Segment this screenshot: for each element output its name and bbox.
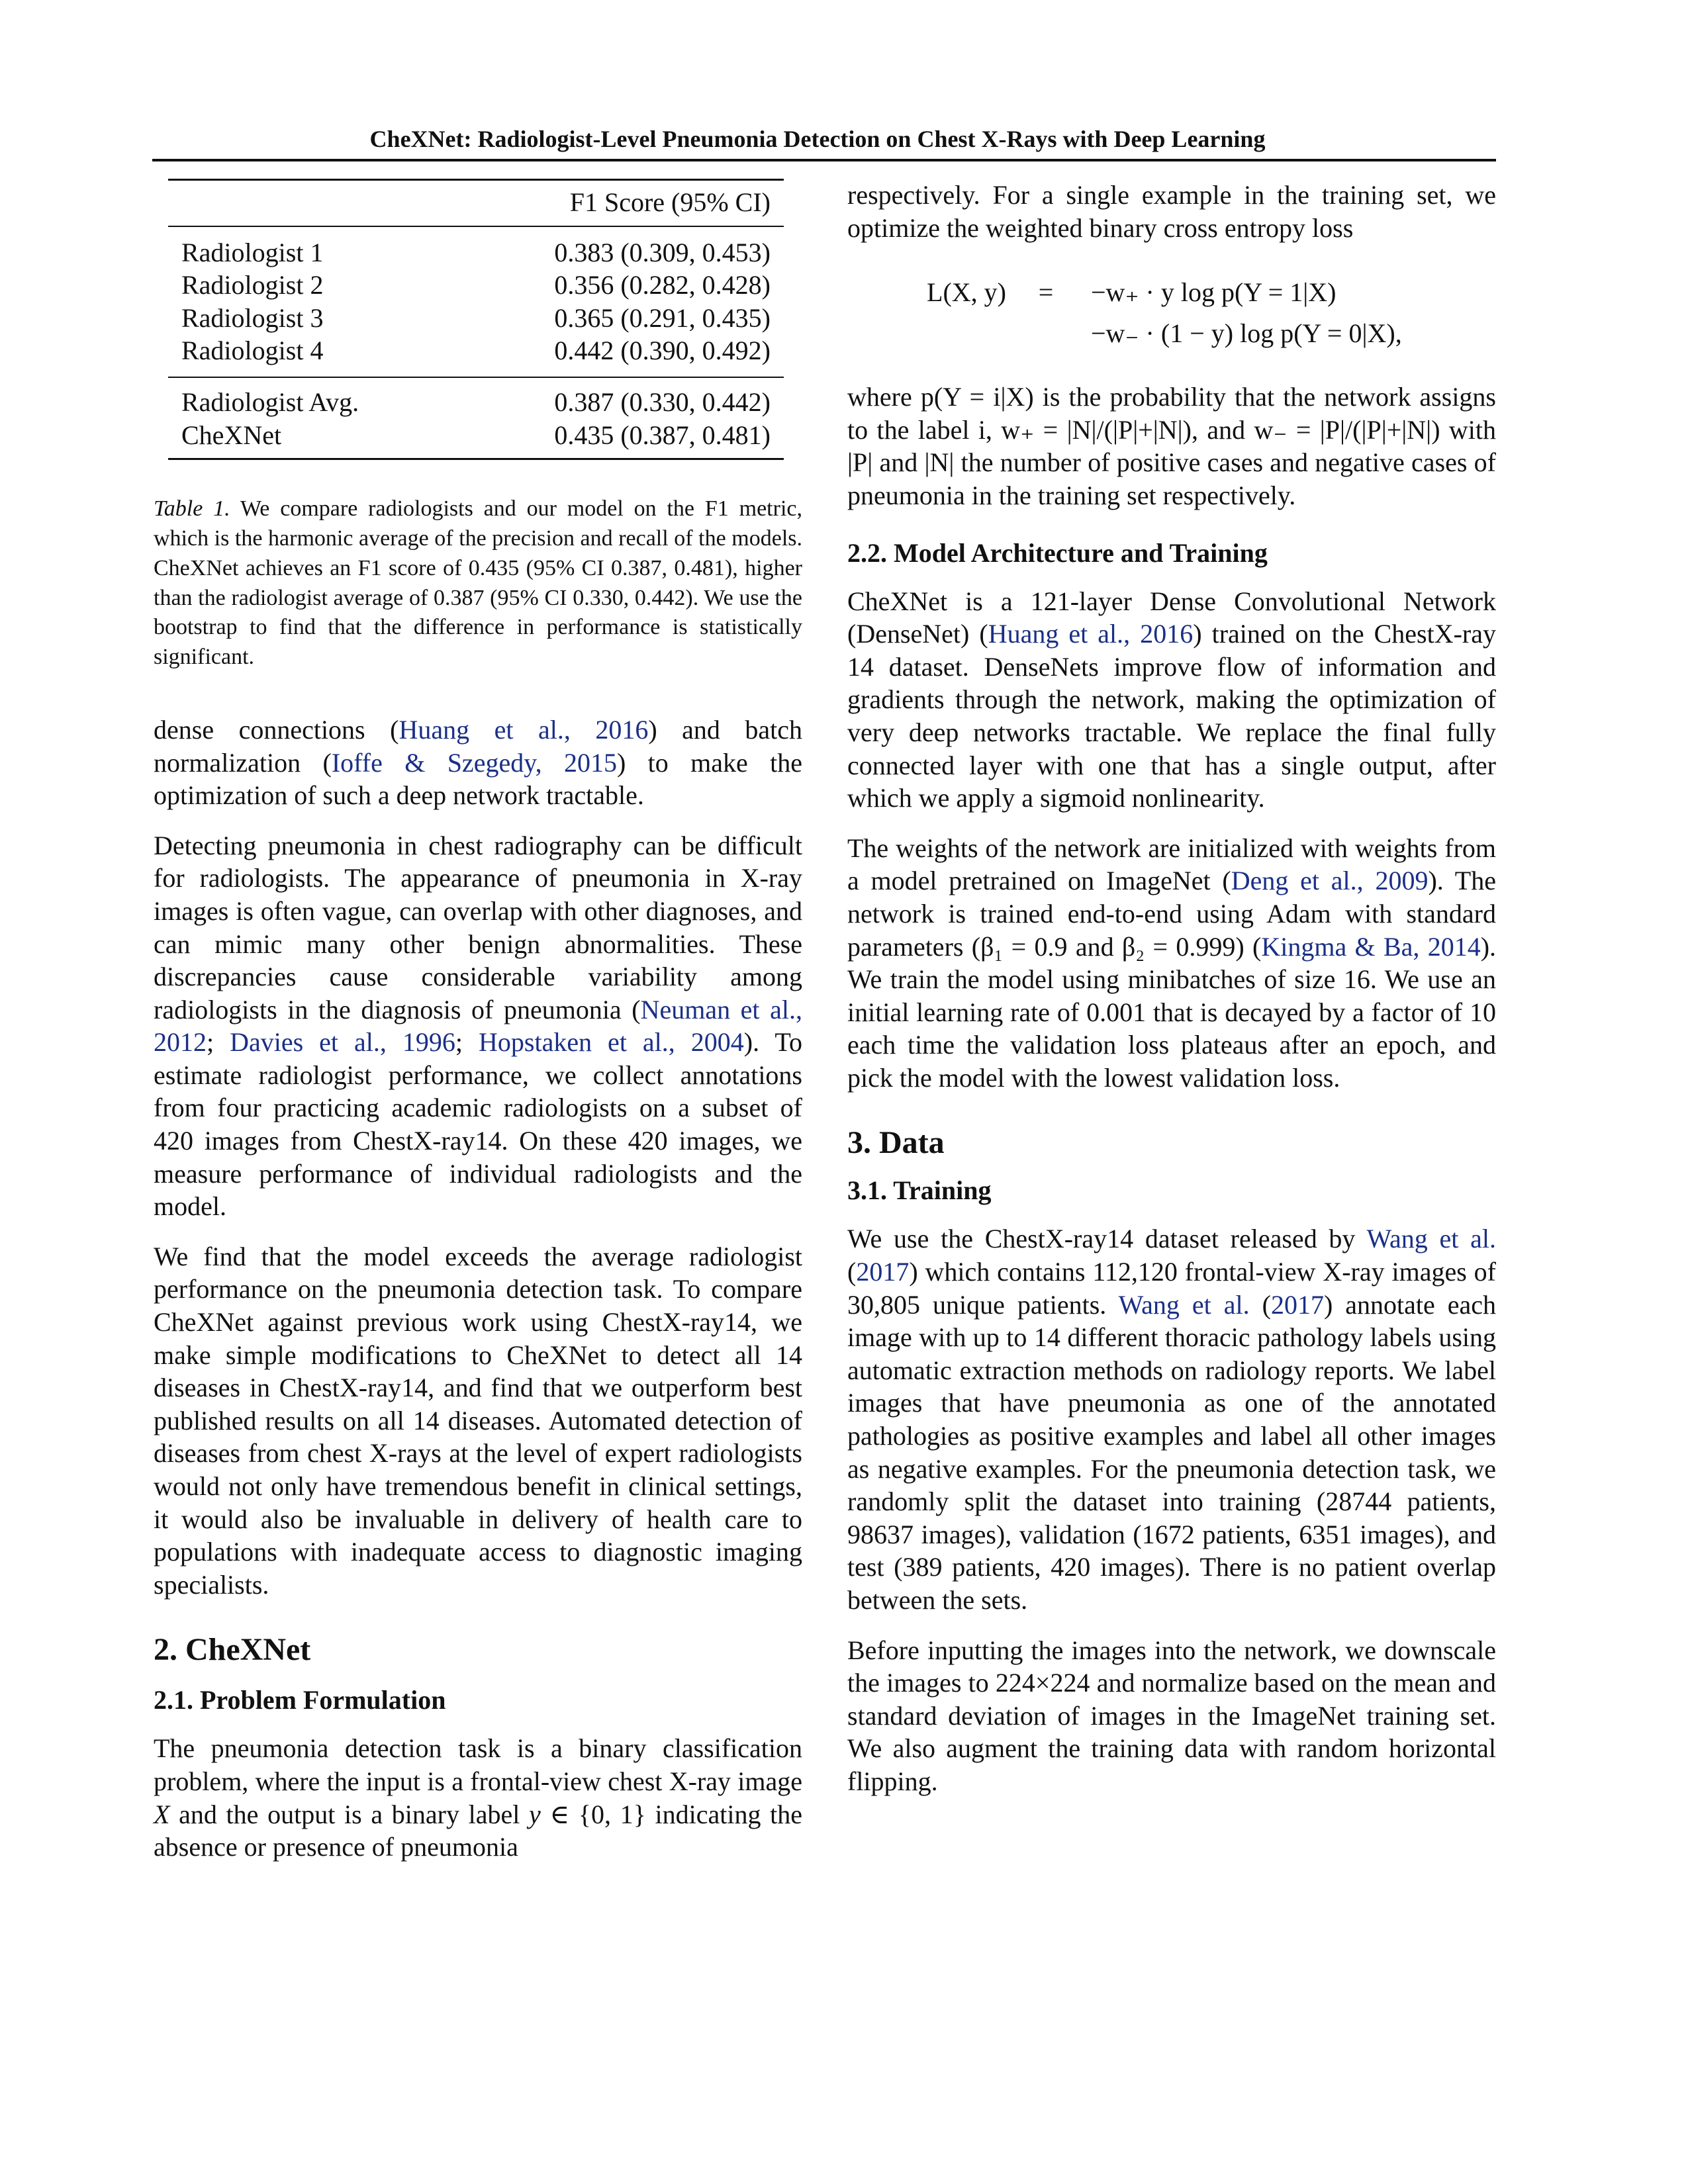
text-run: ). The network is trained end-to-end using Adam with standard parameters (β₁ = 0.9 and β₂ = 0.999) ( [847,866,1496,962]
table-row [168,226,784,269]
equation-equals: = [1038,277,1054,308]
citation-link[interactable]: 1996 [402,1027,455,1058]
text-run: dense connections ( [154,714,399,745]
row-name: Radiologist Avg. [168,377,449,419]
text-run: ). We train the model using minibatches of size 16. We use an initial learning rate of 0.001 that is decayed by a factor of 10 each time the validation loss plateaus after an epoch, and pick the model with the lowest validation loss. [847,931,1497,1093]
header-rule [152,159,1496,161]
section-heading: 3. Data [847,1125,945,1161]
paragraph [154,713,802,812]
table-header-f1: F1 Score (95% CI) [449,180,784,226]
paragraph: Before inputting the images into the network, we downscale the images to 224×224 and normalize based on the mean and standard deviation of images in the ImageNet training set. We also augment the training data with random horizontal flipping. [847,1635,1496,1796]
subsection-heading: 2.1. Problem Formulation [154,1685,446,1715]
row-score: 0.435 (0.387, 0.481) [449,419,784,459]
paragraph [847,1222,1496,1616]
paragraph [847,832,1496,1095]
table-row [168,377,784,419]
citation-link[interactable]: Davies et al., [230,1027,387,1058]
text-run: Detecting pneumonia in chest radiography can be difficult for radiologists. The appearance of pneumonia in X-ray images is often vague, can overlap with other diagnoses, and can mimic many other benign abnormalities. These discrepancies cause considerable variability among radiologists in the diagnosis of pneumonia ( [154,830,802,1024]
citation-link[interactable]: Neuman et al., [640,994,802,1024]
section-heading: 2. CheXNet [154,1632,311,1668]
citation-link[interactable]: 2016 [595,714,649,745]
row-score: 0.387 (0.330, 0.442) [449,377,784,419]
citation-link[interactable]: 2014 [1427,931,1481,962]
math-var: y [529,1799,541,1829]
citation-link[interactable]: Huang et al., [988,619,1131,649]
table-row [168,419,784,459]
citation-link[interactable]: 2017 [856,1257,910,1287]
table-row [168,269,784,302]
text-run: ) which contains 112,120 frontal-view X-ray images of 30,805 unique patients. [847,1257,1496,1320]
citation-link[interactable]: 2016 [1140,619,1194,649]
text-run [542,748,564,778]
equation-line-2: −w₋ · (1 − y) log p(Y = 0|X), [1091,318,1402,349]
citation-link[interactable]: Deng et al., [1231,866,1364,896]
citation-link[interactable]: 2012 [154,1027,207,1058]
equation-lhs: L(X, y) [927,277,1006,308]
citation-link[interactable]: Kingma & Ba, [1261,931,1420,962]
citation-link[interactable]: Wang et al. [1118,1289,1250,1320]
text-run: The pneumonia detection task is a binary classification problem, where the input is a frontal-view chest X-ray image [154,1733,802,1796]
text-run [1419,932,1427,962]
citation-link[interactable]: Hopstaken et al., [479,1027,675,1058]
paragraph [154,829,802,1223]
caption-text: We compare radiologists and our model on the F1 metric, which is the harmonic average of the precision and recall of the models. CheXNet achieves an F1 score of 0.435 (95% CI 0.387, 0.481), higher than the radiologist average of 0.387 (95% CI 0.330, 0.442). We use the bootstrap to find that the difference in performance is statistically significant. [154,496,802,670]
subsection-heading: 3.1. Training [847,1175,992,1206]
table-caption [154,494,802,672]
row-score: 0.442 (0.390, 0.492) [554,336,771,366]
text-run: The weights of the network are initialized with weights from a model pretrained on ImageNet ( [847,833,1496,896]
table-header-row [168,180,784,226]
row-name: Radiologist 1 [168,226,449,269]
text-run [1364,866,1376,895]
equation-line-1: −w₊ · y log p(Y = 1|X) [1091,277,1336,308]
text-run [571,715,596,745]
table-row [168,302,784,335]
paragraph: respectively. For a single example in the training set, we optimize the weighted binary cross entropy loss [847,180,1496,243]
subsection-heading: 2.2. Model Architecture and Training [847,537,1268,568]
row-score: 0.383 (0.309, 0.453) [449,226,784,269]
text-run: ) trained on the ChestX-ray 14 dataset. DenseNets improve flow of information and gradients through the network, making the optimization of very deep networks tractable. We replace the final fully connected layer with one that has a single output, after which we apply a sigmoid nonlinearity. [847,619,1497,813]
text-run: ( [1249,1289,1271,1320]
results-table [168,179,784,460]
text-run [387,1027,402,1057]
text-run: ∈ {0, 1} indicating the absence or presence of pneumonia [154,1799,802,1862]
citation-link[interactable]: 2017 [1270,1289,1324,1320]
paragraph: We find that the model exceeds the average radiologist performance on the pneumonia detection task. To compare CheXNet against previous work using ChestX-ray14, we make simple modifications to CheXNet to detect all 14 diseases in ChestX-ray14, and find that we outperform best published results on all 14 diseases. Automated detection of diseases from chest X-rays at the level of expert radiologists would not only have tremendous benefit in clinical settings, it would also be invaluable in delivery of health care to populations with inadequate access to diagnostic imaging specialists. [154,1241,802,1600]
row-name: Radiologist 3 [181,302,324,333]
citation-link[interactable]: 2009 [1375,866,1429,896]
paragraph [154,1732,802,1863]
citation-link[interactable]: Huang et al., [399,714,571,745]
text-run: ( [847,1257,857,1287]
text-run [1130,619,1140,649]
running-head: CheXNet: Radiologist-Level Pneumonia Detection on Chest X-Rays with Deep Learning [369,126,1266,152]
row-score: 0.365 (0.291, 0.435) [554,302,771,333]
right-column [847,179,1496,1815]
row-score: 0.356 (0.282, 0.428) [554,270,771,300]
table-row [168,334,784,377]
left-column [154,179,802,1881]
text-run: ) and batch normalization ( [154,714,803,778]
text-run: CheXNet is a 121-layer Dense Convolutional Network (DenseNet) ( [847,586,1496,649]
math-var: X [154,1799,170,1829]
text-run: ; [455,1027,479,1058]
text-run: ) to make the optimization of such a deep network tractable. [154,747,803,811]
text-run [675,1027,691,1057]
citation-link[interactable]: 2004 [690,1027,744,1058]
loss-equation [907,272,1496,354]
text-run: and the output is a binary label [169,1799,530,1829]
text-run: ; [207,1027,230,1058]
paragraph [847,585,1496,815]
row-name: CheXNet [168,419,449,459]
citation-link[interactable]: Wang et al. [1366,1224,1497,1254]
caption-label: Table 1. [154,496,230,522]
citation-link[interactable]: Ioffe & Szegedy, [331,747,542,778]
citation-link[interactable]: 2015 [563,747,617,778]
row-name: Radiologist 2 [181,270,324,300]
text-run: We use the ChestX-ray14 dataset released by [847,1224,1367,1254]
text-run: ) annotate each image with up to 14 different thoracic pathology labels using automatic extraction methods on radiology reports. We label images that have pneumonia as one of the annotated pathologies as positive examples and label all other images as negative examples. For the pneumonia detection task, we randomly split the dataset into training (28744 patients, 98637 images), validation (1672 patients, 6351 images), and test (389 patients, 420 images). There is no patient overlap between the sets. [847,1289,1497,1615]
row-name: Radiologist 4 [181,336,324,366]
text-run: ). To estimate radiologist performance, we collect annotations from four practicing academic radiologists on a subset of 420 images from ChestX-ray14. On these 420 images, we measure performance of individual radiologists and the model. [154,1027,803,1222]
paragraph: where p(Y = i|X) is the probability that the network assigns to the label i, w₊ = |N|/(|P|+|N|), and w₋ = |P|/(|P|+|N|) with |P| and |N| the number of positive cases and negative cases of pneumonia in the training set respectively. [847,382,1496,510]
